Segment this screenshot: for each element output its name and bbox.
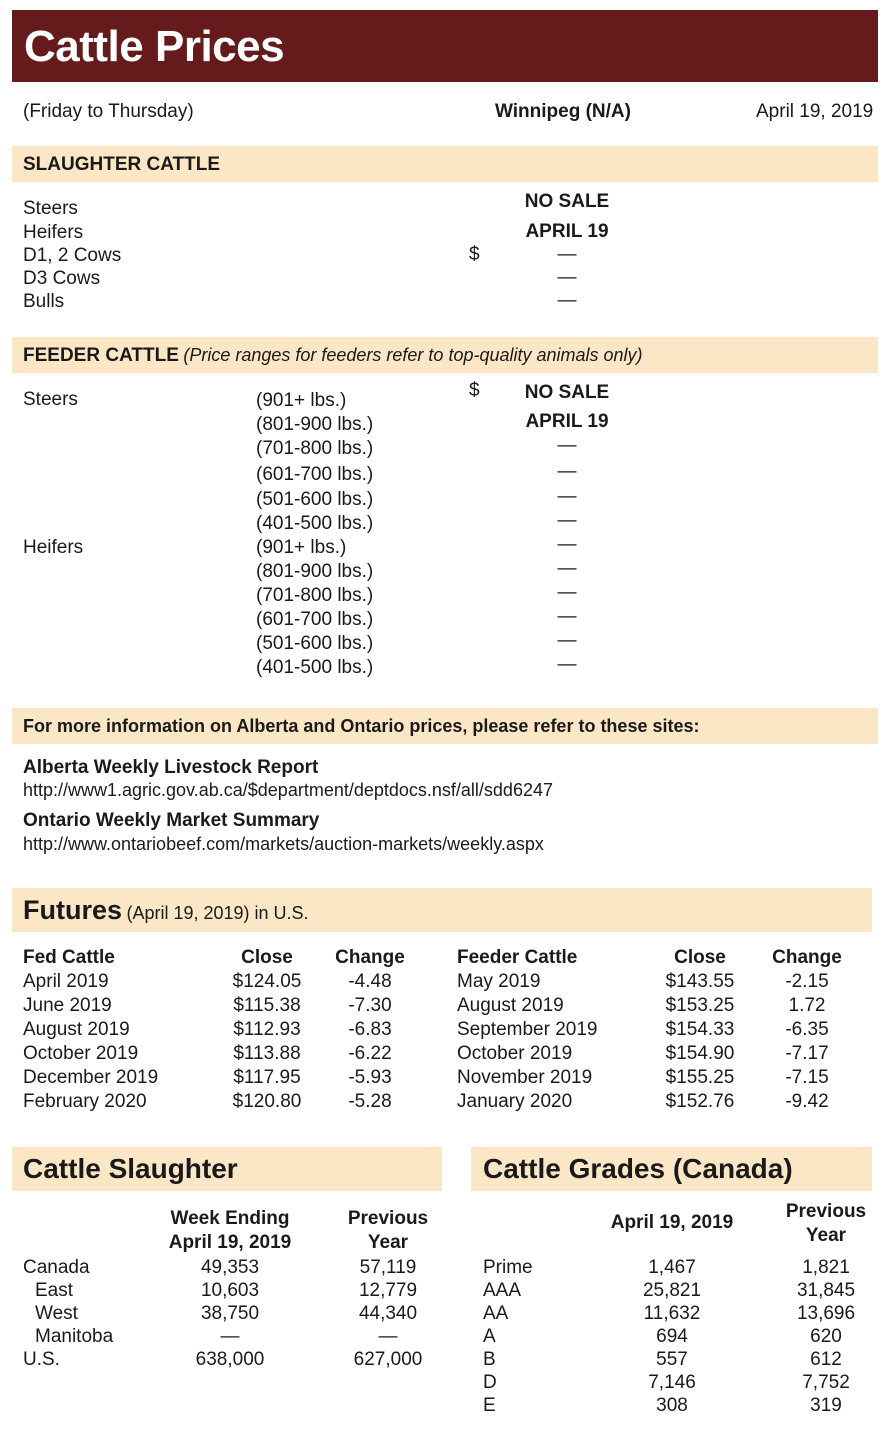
fed-changes (325, 946, 415, 1114)
link-url-alberta[interactable]: http://www1.agric.gov.ab.ca/$department/deptdocs.nsf/all/sdd6247 (23, 780, 553, 800)
cg-prev-value: 13,696 (796, 1303, 856, 1324)
slaughter-label: D3 Cows (23, 268, 101, 289)
cs-col-prev (338, 1207, 438, 1255)
cg-prev-value: 319 (810, 1395, 842, 1416)
slaughter-labels (23, 197, 121, 313)
info-heading: For more information on Alberta and Ontario prices, please refer to these sites: (23, 716, 700, 736)
cg-prev-value: 612 (810, 1349, 842, 1370)
feeder-fut-change: -9.42 (785, 1091, 829, 1112)
feeder-fut-month: January 2020 (457, 1091, 573, 1112)
cg-grade: B (483, 1349, 496, 1370)
futures-subheading: (April 19, 2019) in U.S. (126, 903, 309, 923)
cs-prev-value: 44,340 (358, 1303, 418, 1324)
cg-grades (483, 1256, 533, 1417)
cg-grade: E (483, 1395, 496, 1416)
feeder-fut-change: 1.72 (788, 995, 826, 1016)
cg-current-value: 694 (656, 1326, 688, 1347)
fed-month: February 2020 (23, 1091, 147, 1112)
cs-prev-value: 12,779 (358, 1280, 418, 1301)
cs-regions (23, 1256, 113, 1371)
feeder-weight: (401-500 lbs.) (256, 657, 374, 678)
fed-months (23, 946, 158, 1114)
feeder-fut-close: $154.33 (665, 1019, 735, 1040)
fed-month: June 2019 (23, 995, 112, 1016)
feeder-note: (Price ranges for feeders refer to top-quality animals only) (183, 345, 643, 365)
feeder-fut-close: $154.90 (665, 1043, 735, 1064)
fed-close: $112.93 (233, 1019, 301, 1040)
fed-close: $124.05 (232, 971, 302, 992)
cg-prev-value: 1,821 (802, 1257, 850, 1278)
feeder-fut-change: -7.15 (785, 1067, 829, 1088)
slaughter-label: D1, 2 Cows (23, 245, 122, 266)
cs-region: East (35, 1280, 74, 1301)
cg-current-value: 25,821 (642, 1280, 702, 1301)
feeder-fut-month: August 2019 (457, 995, 564, 1016)
slaughter-value: NO SALE (524, 191, 610, 212)
cg-col-current: April 19, 2019 (610, 1212, 734, 1233)
feeder-value: — (557, 606, 577, 627)
fed-month: October 2019 (23, 1043, 139, 1064)
cg-col-prev-line1: Previous (785, 1201, 867, 1222)
fed-closes (217, 946, 317, 1114)
slaughter-value: — (557, 267, 577, 288)
cs-col-week (150, 1207, 310, 1255)
feeder-weight: (801-900 lbs.) (256, 561, 374, 582)
slaughter-label: Heifers (23, 222, 84, 243)
feeder-fut-closes (650, 946, 750, 1114)
feeder-value: APRIL 19 (525, 411, 609, 432)
cg-grade: D (483, 1372, 497, 1393)
feeder-weight: (601-700 lbs.) (256, 609, 374, 630)
cg-col-prev (776, 1200, 876, 1248)
cs-region: West (35, 1303, 78, 1324)
slaughter-values (500, 189, 634, 312)
feeder-currency: $ (469, 380, 480, 401)
fed-close: $113.88 (233, 1043, 301, 1064)
futures-heading-row (23, 895, 309, 926)
fed-change: -6.83 (348, 1019, 392, 1040)
slaughter-value: — (557, 244, 577, 265)
feeder-value: — (557, 510, 577, 531)
cs-week-value: — (220, 1326, 240, 1347)
cg-current-values (612, 1256, 732, 1417)
cs-week-value: 49,353 (200, 1257, 260, 1278)
fed-change: -5.93 (348, 1067, 392, 1088)
cg-current-value: 557 (656, 1349, 688, 1370)
cs-week-value: 10,603 (200, 1280, 260, 1301)
feeder-value: — (557, 654, 577, 675)
cs-prev-value: 57,119 (359, 1257, 417, 1278)
feeder-heading-row (23, 345, 643, 367)
fed-close-header: Close (241, 947, 293, 968)
feeder-value: — (557, 486, 577, 507)
cg-grade: AAA (483, 1280, 522, 1301)
cs-prev-values (328, 1256, 448, 1371)
feeder-weights (256, 389, 373, 680)
link-title-alberta: Alberta Weekly Livestock Report (23, 757, 319, 778)
cg-current-value: 7,146 (648, 1372, 696, 1393)
slaughter-label: Steers (23, 198, 78, 219)
cg-col-prev-line2: Year (805, 1225, 847, 1246)
link-title-ontario: Ontario Weekly Market Summary (23, 810, 320, 831)
cg-prev-value: 31,845 (796, 1280, 856, 1301)
feeder-weight: (501-600 lbs.) (256, 633, 374, 654)
feeder-fut-change-header: Change (772, 947, 842, 968)
slaughter-value: — (557, 290, 577, 311)
cg-grade: Prime (483, 1257, 533, 1278)
slaughter-value: APRIL 19 (525, 221, 609, 242)
fed-month: April 2019 (23, 971, 109, 992)
cs-col-week-line2: April 19, 2019 (168, 1232, 292, 1253)
feeder-fut-change: -2.15 (785, 971, 829, 992)
feeder-fut-months (457, 946, 598, 1114)
fed-month: December 2019 (23, 1067, 159, 1088)
feeder-weight: (901+ lbs.) (256, 390, 347, 411)
fed-close: $117.95 (233, 1067, 301, 1088)
feeder-value: — (557, 461, 577, 482)
cs-col-prev-line2: Year (367, 1232, 409, 1253)
fed-change-header: Change (335, 947, 405, 968)
cs-region: Canada (23, 1257, 90, 1278)
cg-prev-values (766, 1256, 886, 1417)
feeder-fut-month: September 2019 (457, 1019, 598, 1040)
feeder-weight: (901+ lbs.) (256, 537, 347, 558)
fed-close: $120.80 (232, 1091, 302, 1112)
page-title: Cattle Prices (24, 22, 285, 71)
fed-month: August 2019 (23, 1019, 130, 1040)
cg-prev-value: 7,752 (802, 1372, 850, 1393)
feeder-value: — (557, 582, 577, 603)
feeder-fut-close-header: Close (674, 947, 726, 968)
feeder-value: — (557, 534, 577, 555)
slaughter-heading: SLAUGHTER CATTLE (23, 154, 221, 175)
feeder-fut-close: $153.25 (665, 995, 735, 1016)
fed-close: $115.38 (233, 995, 301, 1016)
cg-prev-value: 620 (810, 1326, 842, 1347)
feeder-fut-close: $143.55 (665, 971, 735, 992)
feeder-fut-change: -7.17 (785, 1043, 829, 1064)
fed-header: Fed Cattle (23, 947, 115, 968)
feeder-value: — (557, 558, 577, 579)
feeder-heifers-label: Heifers (23, 537, 84, 558)
cs-region: Manitoba (35, 1326, 114, 1347)
fed-change: -5.28 (348, 1091, 392, 1112)
feeder-value: — (557, 630, 577, 651)
feeder-fut-close: $152.76 (665, 1091, 735, 1112)
cs-region: U.S. (23, 1349, 60, 1370)
cg-grade: AA (483, 1303, 509, 1324)
cs-week-values (170, 1256, 290, 1371)
cs-prev-value: 627,000 (353, 1349, 423, 1370)
slaughter-currency: $ (469, 244, 480, 265)
feeder-values (500, 380, 634, 677)
cs-col-week-line1: Week Ending (170, 1208, 290, 1229)
feeder-value: — (557, 435, 577, 456)
slaughter-label: Bulls (23, 291, 65, 312)
cs-week-value: 638,000 (195, 1349, 265, 1370)
feeder-weight: (801-900 lbs.) (256, 414, 374, 435)
feeder-steers-label: Steers (23, 389, 78, 410)
cattle-slaughter-heading: Cattle Slaughter (23, 1153, 238, 1184)
cg-current-value: 11,632 (643, 1303, 701, 1324)
fed-change: -6.22 (348, 1043, 392, 1064)
feeder-weight: (501-600 lbs.) (256, 489, 374, 510)
cs-week-value: 38,750 (200, 1303, 260, 1324)
market-label: Winnipeg (N/A) (495, 101, 631, 122)
feeder-fut-close: $155.25 (665, 1067, 735, 1088)
feeder-fut-header: Feeder Cattle (457, 947, 578, 968)
cg-current-value: 1,467 (648, 1257, 696, 1278)
fed-change: -7.30 (348, 995, 392, 1016)
feeder-weight: (701-800 lbs.) (256, 438, 374, 459)
feeder-weight: (701-800 lbs.) (256, 585, 374, 606)
feeder-fut-month: May 2019 (457, 971, 541, 992)
feeder-weight: (401-500 lbs.) (256, 513, 374, 534)
futures-heading: Futures (23, 895, 123, 925)
cs-col-prev-line1: Previous (347, 1208, 429, 1229)
cg-grade: A (483, 1326, 496, 1347)
feeder-value: NO SALE (524, 382, 610, 403)
cs-prev-value: — (378, 1326, 398, 1347)
feeder-fut-change: -6.35 (785, 1019, 829, 1040)
period-label: (Friday to Thursday) (23, 101, 194, 122)
cg-current-value: 308 (656, 1395, 688, 1416)
link-url-ontario[interactable]: http://www.ontariobeef.com/markets/auction-markets/weekly.aspx (23, 834, 544, 854)
feeder-heading: FEEDER CATTLE (23, 345, 179, 366)
feeder-fut-month: November 2019 (457, 1067, 593, 1088)
feeder-fut-changes (762, 946, 852, 1114)
report-date: April 19, 2019 (756, 101, 874, 122)
fed-change: -4.48 (348, 971, 392, 992)
feeder-fut-month: October 2019 (457, 1043, 573, 1064)
cattle-grades-heading: Cattle Grades (Canada) (483, 1153, 793, 1184)
feeder-weight: (601-700 lbs.) (256, 464, 374, 485)
